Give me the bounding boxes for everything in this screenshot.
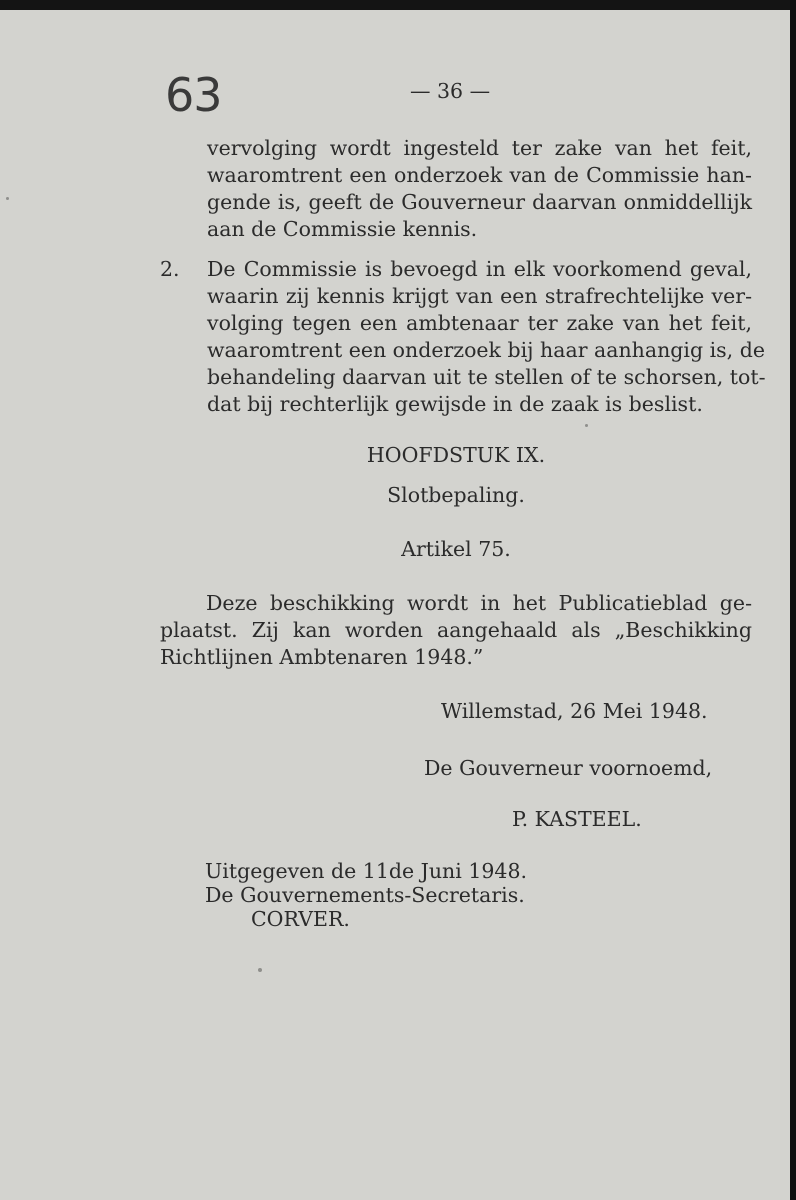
signer-name: P. KASTEEL. (512, 807, 642, 831)
secretary-name: CORVER. (251, 907, 350, 931)
text-line: waaromtrent een onderzoek van de Commissie han- (207, 163, 752, 187)
text-line: De Commissie is bevoegd in elk voorkomend geval, (207, 257, 752, 281)
issued-date: Uitgegeven de 11de Juni 1948. (205, 859, 528, 883)
paper-speck (6, 197, 9, 200)
text-line: Richtlijnen Ambtenaren 1948.” (160, 645, 484, 669)
paragraph-article-75 (160, 590, 752, 671)
scan-right-border (790, 0, 796, 1200)
chapter-subject: Slotbepaling. (387, 483, 525, 507)
text-line: volging tegen een ambtenaar ter zake van het feit, (207, 311, 752, 335)
article-heading: Artikel 75. (401, 537, 511, 561)
text-line: waaromtrent een onderzoek bij haar aanhangig is, de (207, 338, 765, 362)
text-line: dat bij rechterlijk gewijsde in de zaak is beslist. (207, 392, 703, 416)
governor-line: De Gouverneur voornoemd, (424, 756, 713, 780)
text-line: vervolging wordt ingesteld ter zake van het feit, (207, 136, 752, 160)
paper-speck (258, 968, 262, 972)
text-line: behandeling daarvan uit te stellen of te schorsen, tot- (207, 365, 766, 389)
paragraph-2 (207, 256, 766, 418)
text-line: aan de Commissie kennis. (207, 217, 478, 241)
secretary-title: De Gouvernements-Secretaris. (205, 883, 525, 907)
scan-top-border (0, 0, 796, 10)
paragraph-number: 2. (160, 257, 180, 281)
text-line: Deze beschikking wordt in het Publicatieblad ge- (206, 591, 752, 615)
paragraph-continuation (207, 135, 752, 243)
issued-block (205, 859, 527, 931)
chapter-heading: HOOFDSTUK IX. (366, 443, 546, 467)
page-number: — 36 — (410, 79, 491, 103)
place-date: Willemstad, 26 Mei 1948. (441, 699, 708, 723)
paper-speck (585, 424, 588, 427)
text-line: gende is, geeft de Gouverneur daarvan onmiddellijk (207, 190, 752, 214)
text-line: waarin zij kennis krijgt van een strafrechtelijke ver- (207, 284, 752, 308)
handwritten-page-number: 63 (165, 68, 222, 122)
text-line: plaatst. Zij kan worden aangehaald als „Beschikking (160, 618, 752, 642)
